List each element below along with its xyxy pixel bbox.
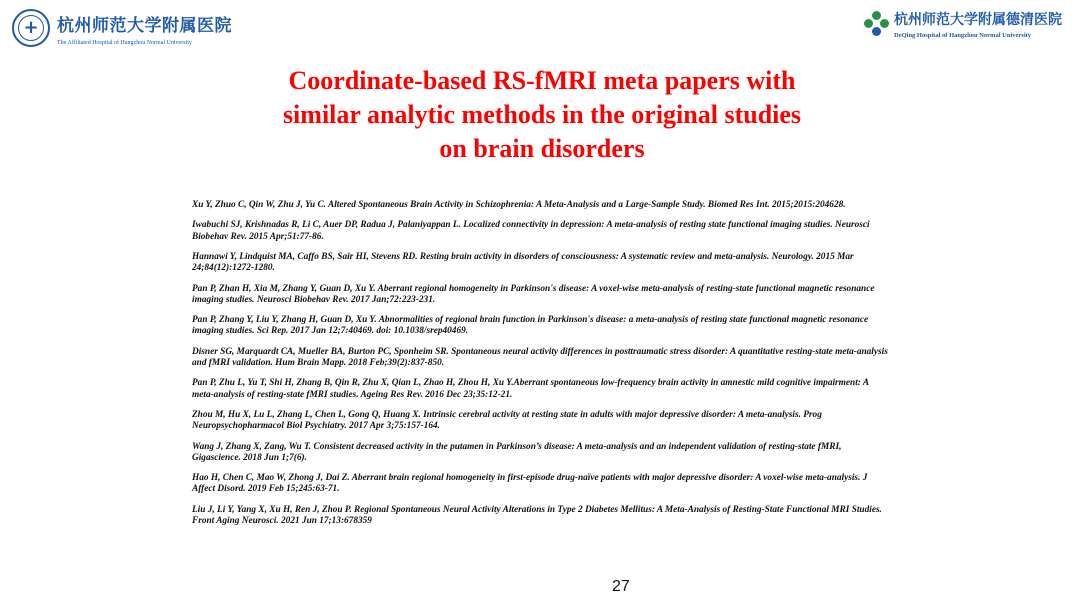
- left-hospital-title: 杭州师范大学附属医院: [57, 15, 232, 36]
- reference-item: Pan P, Zhang Y, Liu Y, Zhang H, Guan D, Xu Y. Abnormalities of regional brain function in Parkinson's disease: a meta-analysis of resting state functional magnetic resonance imaging studies. Sci Rep. 2017 Jan 12;7:40469. doi: 10.1038/srep40469.: [192, 315, 869, 337]
- deqing-hospital-logo-icon: [864, 11, 890, 37]
- title-line: Coordinate-based RS-fMRI meta papers with: [288, 66, 796, 95]
- right-hospital-title: 杭州师范大学附属德清医院: [894, 12, 1062, 28]
- right-hospital-subtitle: DeQing Hospital of Hangzhou Normal University: [894, 32, 1032, 39]
- reference-item: Pan P, Zhu L, Yu T, Shi H, Zhang B, Qin R, Zhu X, Qian L, Zhao H, Zhou H, Xu Y.Aberrant spontaneous low-frequency brain activity in amnestic mild cognitive impairment: A meta-analysis of resting-state fMRI studies. Ageing Res Rev. 2016 Dec 23;35:12-21.: [192, 378, 869, 400]
- reference-item: Hannawi Y, Lindquist MA, Caffo BS, Sair HI, Stevens RD. Resting brain activity in disorders of consciousness: A systematic review and meta-analysis. Neurology. 2015 Mar 24;84(12):1272-1280.: [192, 251, 854, 274]
- right-hospital-name: [894, 9, 1062, 39]
- slide-title: [190, 64, 894, 166]
- left-hospital-subtitle: The Affiliated Hospital of Hangzhou Normal University: [57, 39, 192, 46]
- page-number: 27: [612, 578, 630, 595]
- hospital-seal-logo-icon: [12, 9, 50, 47]
- reference-item: Xu Y, Zhuo C, Qin W, Zhu J, Yu C. Altered Spontaneous Brain Activity in Schizophrenia: A Meta-Analysis and a Large-Sample Study. Biomed Res Int. 2015;2015:204628.: [192, 200, 846, 210]
- reference-list: [192, 200, 892, 536]
- left-hospital-name: [57, 11, 232, 46]
- title-line: similar analytic methods in the original studies: [282, 100, 802, 129]
- reference-item: Iwabuchi SJ, Krishnadas R, Li C, Auer DP, Radua J, Palaniyappan L. Localized connectivity in depression: A meta-analysis of resting state functional imaging studies. Neurosci Biobehav Rev. 2015 Apr;51:77-86.: [192, 220, 870, 242]
- reference-item: Pan P, Zhan H, Xia M, Zhang Y, Guan D, Xu Y. Aberrant regional homogeneity in Parkinson's disease: A voxel-wise meta-analysis of resting-state functional magnetic resonance imaging studies. Neurosci Biobehav Rev. 2017 Jan;72:223-231.: [192, 283, 875, 305]
- reference-item: Zhou M, Hu X, Lu L, Zhang L, Chen L, Gong Q, Huang X. Intrinsic cerebral activity at resting state in adults with major depressive disorder: A meta-analysis. Prog Neuropsychopharmacol Biol Psychiatry. 2017 Apr 3;75:157-164.: [192, 409, 822, 432]
- reference-item: Liu J, Li Y, Yang X, Xu H, Ren J, Zhou P. Regional Spontaneous Neural Activity Alterations in Type 2 Diabetes Mellitus: A Meta-Analysis of Resting-State Functional MRI Studies. Front Aging Neurosci. 2021 Jun 17;13:678359: [192, 504, 882, 526]
- reference-item: Disner SG, Marquardt CA, Mueller BA, Burton PC, Sponheim SR. Spontaneous neural activity differences in posttraumatic stress disorder: A quantitative resting-state meta-analysis and fMRI validation. Hum Brain Mapp. 2018 Feb;39(2):837-850.: [192, 346, 888, 368]
- header-right: [864, 9, 1062, 39]
- reference-item: Hao H, Chen C, Mao W, Zhong J, Dai Z. Aberrant brain regional homogeneity in first-episode drug-naïve patients with major depressive disorder: A voxel-wise meta-analysis. J Affect Disord. 2019 Feb 15;245:63-71.: [192, 473, 868, 495]
- header-left: [12, 8, 232, 48]
- reference-item: Wang J, Zhang X, Zang, Wu T. Consistent decreased activity in the putamen in Parkinson’s disease: A meta-analysis and an independent validation of resting-state fMRI, Gigascience. 2018 Jun 1;7(6).: [192, 441, 842, 463]
- title-line: on brain disorders: [439, 134, 645, 163]
